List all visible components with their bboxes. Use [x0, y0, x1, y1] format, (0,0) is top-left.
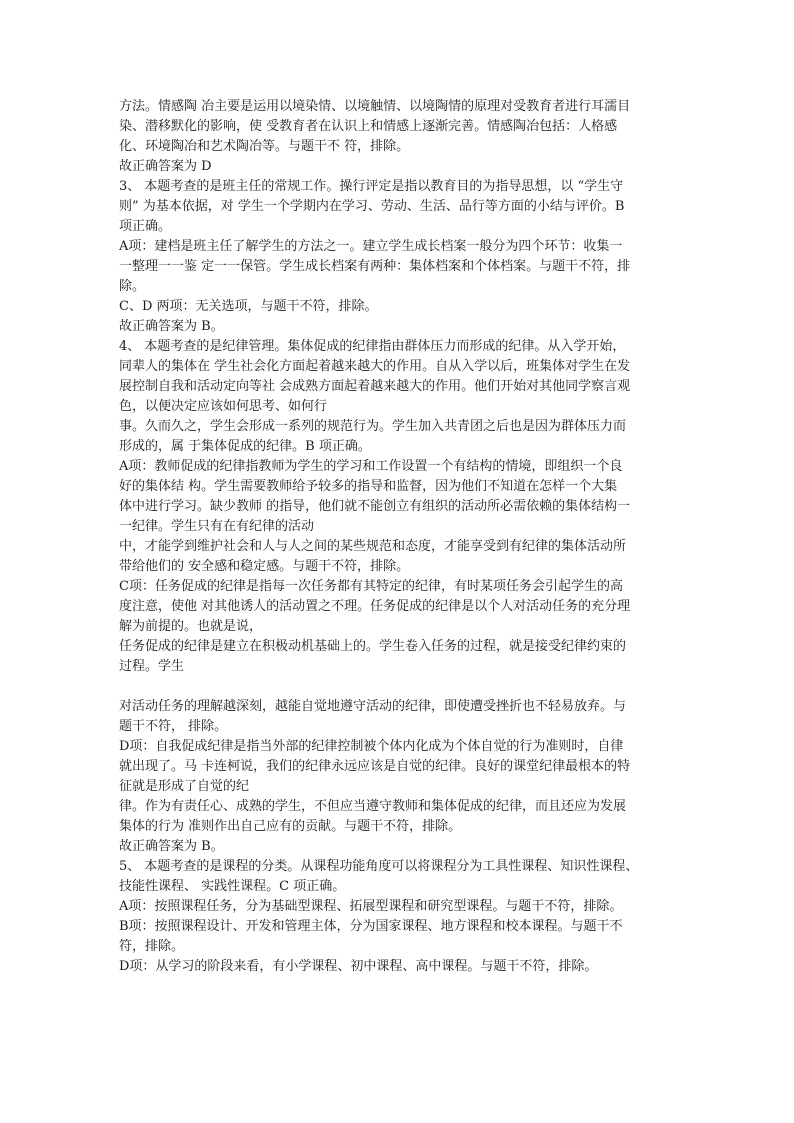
text-line: 题干不符， 排除。: [119, 719, 228, 734]
option-a-line: A项：建档是班主任了解学生的方法之一。建立学生成长档案一般分为四个环节：收集一: [119, 239, 623, 254]
text-line: 对活动任务的理解越深刻，越能自觉地遵守活动的纪律，即使遭受挫折也不轻易放弃。与: [119, 699, 627, 714]
text-line: 展控制自我和活动定向等社 会成熟方面起着越来越大的作用。他们开始对其他同学察言观: [119, 379, 631, 394]
text-line: 集体的行为 准则作出自己应有的贡献。与题干不符，排除。: [119, 819, 462, 834]
paragraph-gap: [119, 677, 689, 697]
option-d-line: D项：从学习的阶段来看，有小学课程、初中课程、高中课程。与题干不符，排除。: [119, 959, 598, 974]
text-line: 一纪律。学生只有在有纪律的活动: [119, 519, 315, 534]
text-line: 体中进行学习。缺少教师 的指导，他们就不能创立有组织的活动所必需依赖的集体结构一: [119, 499, 631, 514]
text-line: 中，才能学到维护社会和人与人之间的某些规范和态度，才能享受到有纪律的集体活动所: [119, 539, 627, 554]
option-a-line: A项：教师促成的纪律指教师为学生的学习和工作设置一个有结构的情境，即组织一个良: [119, 459, 623, 474]
text-line: 形成的，属 于集体促成的纪律。B 项正确。: [119, 439, 371, 454]
text-line: 色，以便决定应该如何思考、如何行: [119, 399, 328, 414]
text-line: 一整理一一鉴 定一一保管。学生成长档案有两种：集体档案和个体档案。与题干不符，排: [119, 259, 631, 274]
text-line: 带给他们的 安全感和稳定感。与题干不符，排除。: [119, 559, 410, 574]
question-4-heading: 4、 本题考查的是纪律管理。集体促成的纪律指由群体压力而形成的纪律。从入学开始，: [119, 339, 626, 354]
text-line: 技能性课程、 实践性课程。C 项正确。: [119, 879, 346, 894]
text-line: 事。久而久之，学生会形成一系列的规范行为。学生加入共青团之后也是因为群体压力而: [119, 419, 627, 434]
question-3-heading: 3、 本题考查的是班主任的常规工作。操行评定是指以教育目的为指导思想，以 “学生守: [119, 179, 624, 194]
text-line: 染、潜移默化的影响，使 受教育者在认识上和情感上逐渐完善。情感陶冶包括：人格感: [119, 119, 618, 134]
text-line: 化、环境陶冶和艺术陶冶等。与题干不 符，排除。: [119, 139, 410, 154]
text-line: 则” 为基本依据，对 学生一个学期内在学习、劳动、生活、品行等方面的小结与评价。B: [119, 199, 625, 214]
text-line: 好的集体结 构。学生需要教师给予较多的指导和监督，因为他们不知道在怎样一个大集: [119, 479, 618, 494]
answer-line: 故正确答案为 B。: [119, 319, 224, 334]
text-line: 方法。情感陶 冶主要是运用以境染情、以境触情、以境陶情的原理对受教育者进行耳濡目: [119, 99, 631, 114]
answer-line: 故正确答案为 B。: [119, 839, 224, 854]
option-b-line: B项：按照课程设计、开发和管理主体，分为国家课程、地方课程和校本课程。与题干不: [119, 919, 623, 934]
text-line: 过程。学生: [119, 659, 185, 674]
text-line: 符，排除。: [119, 939, 185, 954]
text-line: 除。: [119, 279, 146, 294]
text-line: 度注意，使他 对其他诱人的活动置之不理。任务促成的纪律是以个人对活动任务的充分理: [119, 599, 631, 614]
answer-line: 故正确答案为 D: [119, 159, 212, 174]
question-5-heading: 5、 本题考查的是课程的分类。从课程功能角度可以将课程分为工具性课程、知识性课程、: [119, 859, 639, 874]
option-d-line: D项：自我促成纪律是指当外部的纪律控制被个体内化成为个体自觉的行为准则时，自律: [119, 739, 624, 754]
text-line: 征就是形成了自觉的纪: [119, 779, 250, 794]
document-body: [119, 97, 689, 977]
option-a-line: A项：按照课程任务，分为基础型课程、拓展型课程和研究型课程。与题干不符，排除。: [119, 899, 623, 914]
text-line: 同辈人的集体在 学生社会化方面起着越来越大的作用。自从入学以后，班集体对学生在发: [119, 359, 631, 374]
option-cd-line: C、D 两项：无关选项，与题干不符，排除。: [119, 299, 378, 314]
option-c-line: C项：任务促成的纪律是指每一次任务都有其特定的纪律，有时某项任务会引起学生的高: [119, 579, 623, 594]
text-line: 律。作为有责任心、成熟的学生，不但应当遵守教师和集体促成的纪律，而且还应为发展: [119, 799, 627, 814]
text-line: 就出现了。马 卡连柯说，我们的纪律永远应该是自觉的纪律。良好的课堂纪律最根本的特: [119, 759, 631, 774]
text-line: 任务促成的纪律是建立在积极动机基础上的。学生卷入任务的过程，就是接受纪律约束的: [119, 639, 627, 654]
text-line: 解为前提的。也就是说，: [119, 619, 263, 634]
text-line: 项正确。: [119, 219, 172, 234]
